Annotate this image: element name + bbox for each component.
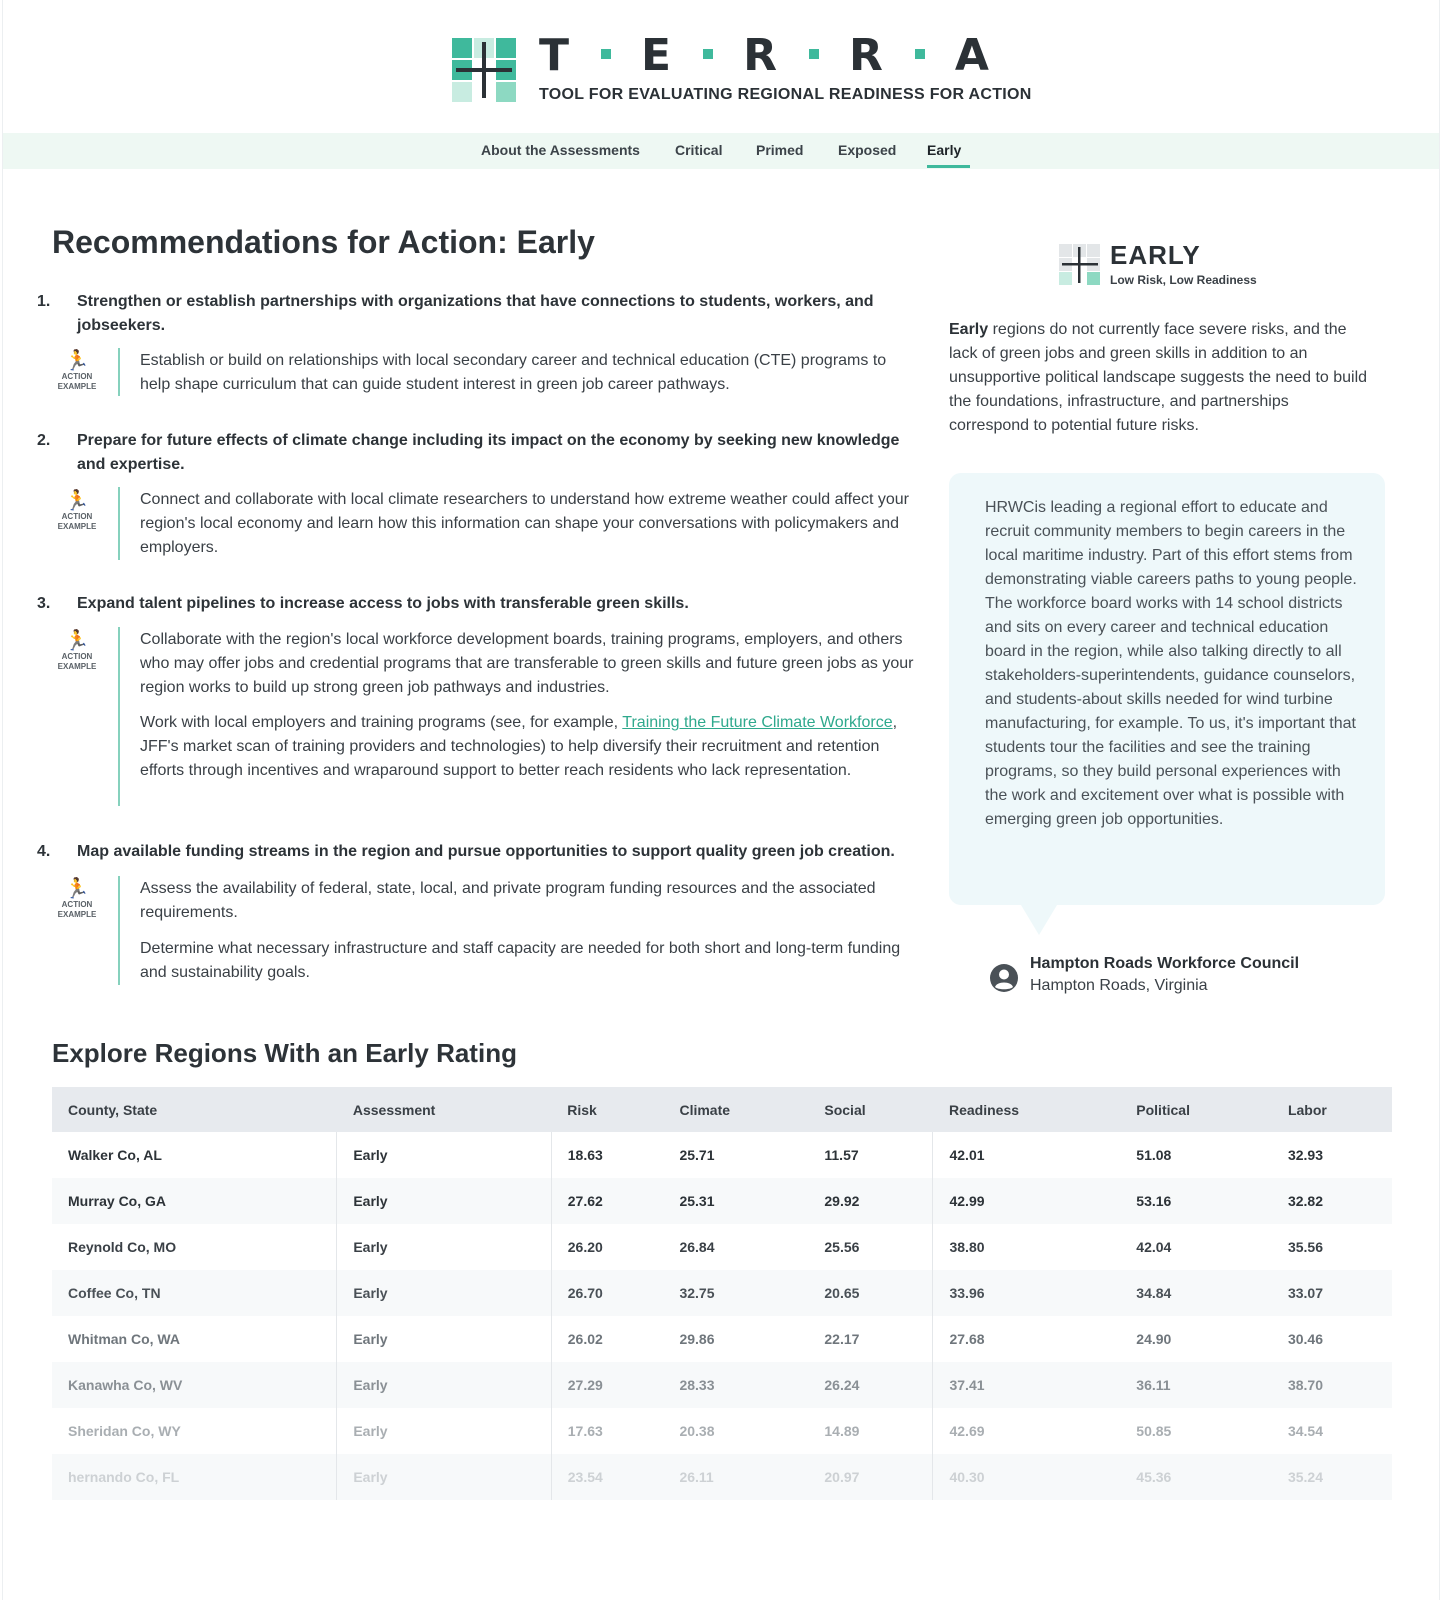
example-label: EXAMPLE [57, 382, 97, 391]
table-row[interactable] [52, 1132, 1392, 1178]
table-cell: 25.71 [679, 1147, 715, 1163]
region-name-cell: Reynold Co, MO [52, 1224, 337, 1270]
table-cell: 26.70 [551, 1270, 663, 1316]
table-cell: 32.75 [663, 1270, 808, 1316]
table-row[interactable] [52, 1408, 1392, 1454]
table-cell: 42.99 [933, 1178, 1120, 1224]
table-cell: Early [337, 1362, 551, 1408]
recommendation-title [37, 840, 917, 864]
table-cell: 34.54 [1287, 1423, 1324, 1439]
table-cell: 20.38 [679, 1423, 715, 1439]
author-location: Hampton Roads, Virginia [1030, 977, 1208, 994]
table-cell: 26.84 [679, 1239, 715, 1255]
table-row[interactable] [52, 1178, 1392, 1224]
table-row[interactable] [52, 1362, 1392, 1408]
table-cell: 29.86 [679, 1331, 715, 1347]
recommendation-number: 4. [37, 843, 51, 860]
brand-letter: E [641, 30, 674, 81]
table-cell: 33.96 [933, 1270, 1120, 1316]
example-label: EXAMPLE [57, 522, 97, 531]
nav-active-indicator [927, 165, 970, 168]
table-cell: Early [337, 1270, 551, 1316]
quote-text: HRWCis leading a regional effort to educate and recruit community members to begin careers in the local maritime industry. Part of this effort stems from demonstrating viable careers paths to young people. The workforce board works with 14 school districts and sits on every career and technical education board in the region, while also talking directly to all stakeholders-superintendents, guidance counselors, and students-about skills needed for wind turbine manufacturing, for example. To us, it's important that students tour the facilities and see the training programs, so they build personal experiences with the work and excitement over what is possible with emerging green job opportunities. [985, 499, 1357, 828]
table-cell: Early [337, 1454, 551, 1500]
example-bar [118, 348, 120, 396]
author-name: Hampton Roads Workforce Council [1030, 955, 1300, 972]
nav-item-primed[interactable]: Primed [756, 142, 804, 158]
table-cell: 50.85 [1136, 1423, 1172, 1439]
example-prefix: Work with local employers and training programs (see, for example, [140, 714, 623, 731]
action-example-text [140, 711, 920, 783]
table-cell: 40.30 [933, 1454, 1120, 1500]
example-label: EXAMPLE [57, 662, 97, 671]
table-cell: 35.56 [1287, 1239, 1324, 1255]
regions-table-wrapper [52, 1087, 1392, 1500]
brand-letter: R [848, 30, 885, 81]
region-name-cell: Kanawha Co, WV [52, 1362, 337, 1408]
runner-icon: 🏃 [64, 350, 90, 372]
column-header[interactable]: Assessment [337, 1087, 551, 1132]
table-cell: 17.63 [567, 1423, 603, 1439]
table-cell: 42.69 [949, 1423, 985, 1439]
brand-wordmark[interactable] [539, 30, 991, 81]
action-example-marker [55, 630, 99, 672]
table-cell: 20.97 [808, 1454, 933, 1500]
quote-tail [1021, 905, 1057, 935]
table-row[interactable] [52, 1224, 1392, 1270]
table-cell: 35.24 [1272, 1454, 1392, 1500]
tagline: TOOL FOR EVALUATING REGIONAL READINESS FOR ACTION [539, 86, 1032, 103]
page-title: Recommendations for Action: Early [52, 224, 595, 260]
example-bar [118, 487, 120, 560]
table-row[interactable] [52, 1454, 1392, 1500]
column-header[interactable]: Risk [551, 1087, 663, 1132]
table-cell: 27.62 [551, 1178, 663, 1224]
table-cell: 24.90 [1136, 1331, 1172, 1347]
regions-table-body [52, 1132, 1392, 1500]
table-cell: 53.16 [1120, 1178, 1272, 1224]
example-suffix: and retention efforts through incentives and wraparound support to better reach residents who lack representation. [140, 738, 880, 779]
action-label: ACTION [61, 372, 93, 381]
nav-item-early[interactable]: Early [927, 142, 962, 158]
table-cell: 33.07 [1272, 1270, 1392, 1316]
recommendation-title [37, 592, 917, 616]
table-cell: 26.20 [567, 1239, 603, 1255]
table-cell: 23.54 [551, 1454, 663, 1500]
table-cell: 37.41 [933, 1362, 1120, 1408]
nav-item-exposed[interactable]: Exposed [838, 142, 897, 158]
recommendation-title [37, 290, 917, 338]
region-name-cell: Coffee Co, TN [52, 1270, 337, 1316]
column-header[interactable]: Labor [1272, 1087, 1392, 1132]
table-cell: Early [337, 1408, 551, 1454]
action-example-text: Collaborate with the region's local workforce development boards, training programs, employers, and others who may offer jobs and credential programs that are transferable to green skills and future green jobs as your region works to build up strong green job pathways and industries. [140, 631, 914, 696]
runner-icon: 🏃 [64, 630, 90, 652]
table-cell: 26.24 [808, 1362, 933, 1408]
table-cell: 22.17 [808, 1316, 933, 1362]
terra-logo-icon[interactable] [452, 38, 516, 102]
action-label: ACTION [61, 900, 93, 909]
example-bar [118, 627, 120, 806]
recommendation-text: Strengthen or establish partnerships with organizations that have connections to students, workers, and jobseekers. [77, 293, 874, 334]
runner-icon: 🏃 [64, 490, 90, 512]
column-header[interactable]: Climate [663, 1087, 808, 1132]
table-cell: Early [337, 1224, 551, 1270]
table-cell: 25.56 [808, 1224, 933, 1270]
table-cell: 20.65 [808, 1270, 933, 1316]
action-label: ACTION [61, 652, 93, 661]
recommendation-text: Expand talent pipelines to increase access to jobs with transferable green skills. [77, 595, 689, 612]
region-name-cell: Murray Co, GA [52, 1178, 337, 1224]
main-nav [3, 133, 1439, 169]
table-cell: 27.29 [551, 1362, 663, 1408]
action-example-text: Determine what necessary infrastructure and staff capacity are needed for both short and long-term funding and sustainability goals. [140, 940, 901, 981]
page [2, 0, 1440, 1600]
column-header[interactable]: Social [808, 1087, 933, 1132]
table-cell: 18.63 [567, 1147, 603, 1163]
training-future-climate-workforce-link[interactable]: Training the Future Climate Workforce [622, 714, 893, 731]
table-cell: 30.46 [1287, 1331, 1324, 1347]
region-name-cell: Whitman Co, WA [52, 1316, 337, 1362]
region-name-cell: Walker Co, AL [52, 1132, 337, 1178]
regions-title: Explore Regions With an Early Rating [52, 1038, 517, 1068]
recommendation-number: 1. [37, 293, 51, 310]
example-label: EXAMPLE [57, 910, 97, 919]
action-example-marker [55, 878, 99, 920]
table-cell: 42.01 [949, 1147, 985, 1163]
table-cell: 34.84 [1120, 1270, 1272, 1316]
table-cell: 38.80 [949, 1239, 985, 1255]
table-cell: Early [337, 1178, 551, 1224]
column-header[interactable]: Readiness [933, 1087, 1120, 1132]
table-cell: 38.70 [1272, 1362, 1392, 1408]
table-row[interactable] [52, 1316, 1392, 1362]
recommendation-number: 3. [37, 595, 51, 612]
table-cell: 28.33 [663, 1362, 808, 1408]
table-cell: 26.02 [567, 1331, 603, 1347]
table-cell: 25.31 [663, 1178, 808, 1224]
badge-title: EARLY [1110, 240, 1201, 270]
action-example-text: Connect and collaborate with local climate researchers to understand how extreme weather could affect your region's local economy and learn how this information can shape your conversations with policymakers and employers. [140, 491, 910, 556]
table-cell: 42.04 [1136, 1239, 1172, 1255]
recommendation-number: 2. [37, 432, 51, 449]
regions-table [52, 1087, 1392, 1500]
badge-subtitle: Low Risk, Low Readiness [1110, 273, 1257, 287]
action-example-text: Assess the availability of federal, state, local, and private program funding resources and the associated requirements. [140, 880, 876, 921]
description-text: regions do not currently face severe risks, and the lack of green jobs and green skills in addition to an unsupportive political landscape suggests the need to build the foundations, infrastructure, and partnerships correspond to potential future risks. [949, 321, 1368, 434]
recommendation-title [37, 429, 917, 477]
early-badge-icon [1059, 244, 1101, 286]
column-header[interactable]: County, State [52, 1087, 337, 1132]
nav-item-critical[interactable]: Critical [675, 142, 723, 158]
example-mid: , JFF's market scan of training providers and technologies) to help diversify their recruitment [140, 714, 898, 755]
table-cell: 45.36 [1120, 1454, 1272, 1500]
region-name-cell: hernando Co, FL [52, 1454, 337, 1500]
table-cell: Early [337, 1132, 551, 1178]
example-bar [118, 876, 120, 985]
runner-icon: 🏃 [64, 878, 90, 900]
table-cell: Early [337, 1316, 551, 1362]
action-example-marker [55, 350, 99, 392]
description-bold: Early [949, 321, 989, 338]
user-avatar-icon [989, 963, 1019, 993]
recommendation-text: Map available funding streams in the region and pursue opportunities to support quality green job creation. [77, 843, 895, 860]
site-header [3, 0, 1439, 133]
table-cell: 11.57 [808, 1132, 933, 1178]
brand-letter: T [539, 30, 572, 81]
table-header-row [52, 1087, 1392, 1132]
table-cell: 32.93 [1287, 1147, 1324, 1163]
table-cell: 14.89 [808, 1408, 933, 1454]
recommendation-text: Prepare for future effects of climate change including its impact on the economy by seeking new knowledge and expertise. [77, 432, 900, 473]
nav-item-about[interactable]: About the Assessments [481, 142, 640, 158]
table-cell: 36.11 [1120, 1362, 1272, 1408]
action-example-text: Establish or build on relationships with local secondary career and technical education (CTE) programs to help shape curriculum that can guide student interest in green job career pathways. [140, 352, 887, 393]
column-header[interactable]: Political [1120, 1087, 1272, 1132]
table-cell: 29.92 [808, 1178, 933, 1224]
rating-description [949, 318, 1369, 438]
table-cell: 51.08 [1136, 1147, 1172, 1163]
table-cell: 32.82 [1272, 1178, 1392, 1224]
table-cell: 27.68 [949, 1331, 985, 1347]
brand-letter: R [743, 30, 779, 81]
brand-letter: A [954, 30, 991, 81]
action-label: ACTION [61, 512, 93, 521]
action-example-marker [55, 490, 99, 532]
region-name-cell: Sheridan Co, WY [52, 1408, 337, 1454]
table-cell: 26.11 [663, 1454, 808, 1500]
table-row[interactable] [52, 1270, 1392, 1316]
